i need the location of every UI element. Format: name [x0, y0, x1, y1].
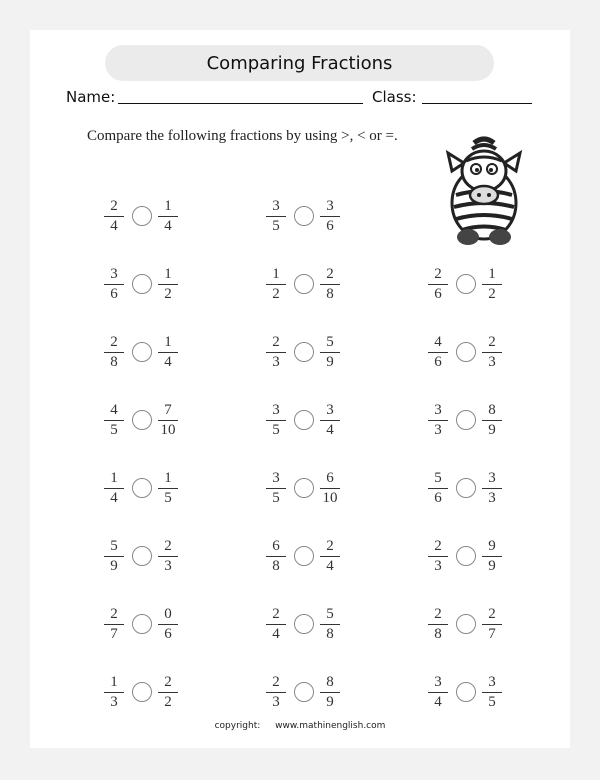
answer-circle[interactable]: [132, 342, 152, 362]
fraction-left: [102, 401, 126, 440]
fraction-left: [264, 197, 288, 236]
fraction-right: [480, 469, 504, 508]
answer-circle[interactable]: [456, 478, 476, 498]
numerator: 3: [434, 402, 442, 418]
fraction-left: [426, 469, 450, 508]
denominator: 2: [272, 286, 280, 302]
fraction-right: [318, 469, 342, 508]
fraction-left: [102, 605, 126, 644]
denominator: 3: [488, 490, 496, 506]
fraction-right: [156, 605, 180, 644]
denominator: 4: [110, 490, 118, 506]
fraction-comparison: [430, 605, 530, 645]
numerator: 3: [434, 674, 442, 690]
fraction-comparison: [268, 401, 368, 441]
denominator: 6: [326, 218, 334, 234]
denominator: 3: [164, 558, 172, 574]
denominator: 4: [272, 626, 280, 642]
denominator: 5: [488, 694, 496, 710]
fraction-right: [480, 605, 504, 644]
numerator: 3: [326, 402, 334, 418]
fraction-right: [156, 673, 180, 712]
denominator: 6: [164, 626, 172, 642]
denominator: 5: [272, 218, 280, 234]
numerator: 3: [272, 470, 280, 486]
answer-circle[interactable]: [456, 274, 476, 294]
numerator: 3: [110, 266, 118, 282]
fraction-right: [318, 673, 342, 712]
answer-circle[interactable]: [132, 206, 152, 226]
numerator: 7: [164, 402, 172, 418]
fraction-right: [480, 333, 504, 372]
denominator: 6: [110, 286, 118, 302]
numerator: 9: [488, 538, 496, 554]
denominator: 8: [326, 286, 334, 302]
numerator: 2: [164, 538, 172, 554]
numerator: 1: [164, 198, 172, 214]
zebra-icon: [438, 135, 530, 247]
answer-circle[interactable]: [132, 614, 152, 634]
denominator: 3: [434, 558, 442, 574]
fraction-comparison: [106, 537, 206, 577]
denominator: 8: [110, 354, 118, 370]
fraction-right: [318, 197, 342, 236]
numerator: 2: [488, 334, 496, 350]
denominator: 10: [160, 422, 176, 438]
fraction-left: [102, 537, 126, 576]
fraction-right: [156, 469, 180, 508]
denominator: 9: [110, 558, 118, 574]
numerator: 1: [272, 266, 280, 282]
footer: [0, 721, 600, 731]
denominator: 3: [272, 694, 280, 710]
denominator: 8: [326, 626, 334, 642]
denominator: 9: [326, 694, 334, 710]
denominator: 4: [164, 354, 172, 370]
answer-circle[interactable]: [456, 342, 476, 362]
fraction-right: [480, 265, 504, 304]
numerator: 2: [326, 538, 334, 554]
fraction-left: [264, 469, 288, 508]
fraction-comparison: [268, 673, 368, 713]
fraction-right: [318, 265, 342, 304]
numerator: 3: [326, 198, 334, 214]
denominator: 5: [272, 490, 280, 506]
numerator: 8: [326, 674, 334, 690]
numerator: 2: [110, 198, 118, 214]
answer-circle[interactable]: [456, 614, 476, 634]
fraction-left: [426, 605, 450, 644]
numerator: 0: [164, 606, 172, 622]
numerator: 3: [272, 198, 280, 214]
denominator: 3: [488, 354, 496, 370]
class-label: Class:: [372, 88, 417, 106]
numerator: 1: [110, 674, 118, 690]
numerator: 6: [272, 538, 280, 554]
fraction-left: [102, 197, 126, 236]
fraction-right: [318, 537, 342, 576]
answer-circle[interactable]: [456, 682, 476, 702]
answer-circle[interactable]: [294, 614, 314, 634]
numerator: 8: [488, 402, 496, 418]
denominator: 3: [272, 354, 280, 370]
fraction-right: [480, 673, 504, 712]
fraction-left: [264, 673, 288, 712]
denominator: 7: [110, 626, 118, 642]
name-label: Name:: [66, 88, 116, 106]
name-field-line[interactable]: [118, 103, 363, 104]
denominator: 4: [326, 558, 334, 574]
numerator: 2: [326, 266, 334, 282]
instruction-text: Compare the following fractions by using >, < or =.: [87, 128, 398, 144]
fraction-left: [264, 537, 288, 576]
denominator: 2: [488, 286, 496, 302]
class-field-line[interactable]: [422, 103, 532, 104]
numerator: 4: [434, 334, 442, 350]
fraction-left: [426, 673, 450, 712]
fraction-right: [480, 537, 504, 576]
numerator: 2: [434, 606, 442, 622]
fraction-comparison: [106, 197, 206, 237]
fraction-right: [156, 265, 180, 304]
answer-circle[interactable]: [294, 546, 314, 566]
fraction-right: [480, 401, 504, 440]
numerator: 1: [164, 470, 172, 486]
fraction-comparison: [106, 469, 206, 509]
copyright-label: copyright:: [214, 721, 261, 731]
fraction-left: [264, 265, 288, 304]
numerator: 2: [434, 538, 442, 554]
fraction-left: [264, 333, 288, 372]
page-title: Comparing Fractions: [105, 45, 494, 81]
fraction-comparison: [430, 537, 530, 577]
denominator: 2: [164, 286, 172, 302]
fraction-right: [156, 401, 180, 440]
denominator: 4: [326, 422, 334, 438]
fraction-comparison: [268, 605, 368, 645]
numerator: 5: [326, 606, 334, 622]
numerator: 3: [488, 674, 496, 690]
fraction-comparison: [430, 401, 530, 441]
denominator: 9: [488, 422, 496, 438]
fraction-left: [102, 469, 126, 508]
answer-circle[interactable]: [132, 274, 152, 294]
fraction-right: [156, 333, 180, 372]
fraction-left: [426, 265, 450, 304]
fraction-left: [426, 401, 450, 440]
numerator: 1: [164, 334, 172, 350]
numerator: 5: [434, 470, 442, 486]
numerator: 4: [110, 402, 118, 418]
fraction-right: [318, 333, 342, 372]
fraction-comparison: [268, 469, 368, 509]
fraction-left: [102, 673, 126, 712]
numerator: 2: [164, 674, 172, 690]
denominator: 4: [434, 694, 442, 710]
fraction-comparison: [430, 673, 530, 713]
answer-circle[interactable]: [294, 410, 314, 430]
answer-circle[interactable]: [294, 478, 314, 498]
denominator: 7: [488, 626, 496, 642]
fraction-comparison: [430, 265, 530, 305]
denominator: 6: [434, 286, 442, 302]
fraction-left: [102, 265, 126, 304]
numerator: 1: [488, 266, 496, 282]
fraction-comparison: [268, 265, 368, 305]
answer-circle[interactable]: [294, 682, 314, 702]
denominator: 8: [434, 626, 442, 642]
fraction-right: [318, 401, 342, 440]
answer-circle[interactable]: [294, 274, 314, 294]
answer-circle[interactable]: [294, 206, 314, 226]
fraction-left: [426, 333, 450, 372]
numerator: 5: [110, 538, 118, 554]
denominator: 9: [488, 558, 496, 574]
fraction-right: [318, 605, 342, 644]
answer-circle[interactable]: [132, 546, 152, 566]
denominator: 8: [272, 558, 280, 574]
fraction-left: [426, 537, 450, 576]
answer-circle[interactable]: [294, 342, 314, 362]
denominator: 6: [434, 354, 442, 370]
answer-circle[interactable]: [456, 410, 476, 430]
denominator: 5: [272, 422, 280, 438]
denominator: 3: [434, 422, 442, 438]
answer-circle[interactable]: [132, 682, 152, 702]
copyright-site: www.mathinenglish.com: [275, 721, 386, 731]
fraction-comparison: [106, 401, 206, 441]
numerator: 6: [326, 470, 334, 486]
fraction-left: [264, 401, 288, 440]
numerator: 2: [272, 674, 280, 690]
fraction-right: [156, 197, 180, 236]
answer-circle[interactable]: [132, 478, 152, 498]
fraction-left: [264, 605, 288, 644]
fraction-comparison: [430, 333, 530, 373]
fraction-comparison: [268, 197, 368, 237]
numerator: 1: [164, 266, 172, 282]
numerator: 2: [488, 606, 496, 622]
numerator: 2: [110, 606, 118, 622]
denominator: 4: [164, 218, 172, 234]
fraction-comparison: [106, 673, 206, 713]
fraction-left: [102, 333, 126, 372]
fraction-comparison: [106, 333, 206, 373]
fraction-comparison: [106, 265, 206, 305]
denominator: 6: [434, 490, 442, 506]
fraction-comparison: [106, 605, 206, 645]
numerator: 5: [326, 334, 334, 350]
denominator: 9: [326, 354, 334, 370]
numerator: 2: [110, 334, 118, 350]
numerator: 2: [272, 334, 280, 350]
fraction-right: [156, 537, 180, 576]
denominator: 5: [164, 490, 172, 506]
numerator: 2: [434, 266, 442, 282]
numerator: 2: [272, 606, 280, 622]
denominator: 3: [110, 694, 118, 710]
denominator: 2: [164, 694, 172, 710]
fraction-comparison: [268, 333, 368, 373]
answer-circle[interactable]: [456, 546, 476, 566]
fraction-comparison: [430, 469, 530, 509]
numerator: 1: [110, 470, 118, 486]
answer-circle[interactable]: [132, 410, 152, 430]
numerator: 3: [272, 402, 280, 418]
denominator: 5: [110, 422, 118, 438]
denominator: 4: [110, 218, 118, 234]
numerator: 3: [488, 470, 496, 486]
denominator: 10: [322, 490, 338, 506]
fraction-comparison: [268, 537, 368, 577]
